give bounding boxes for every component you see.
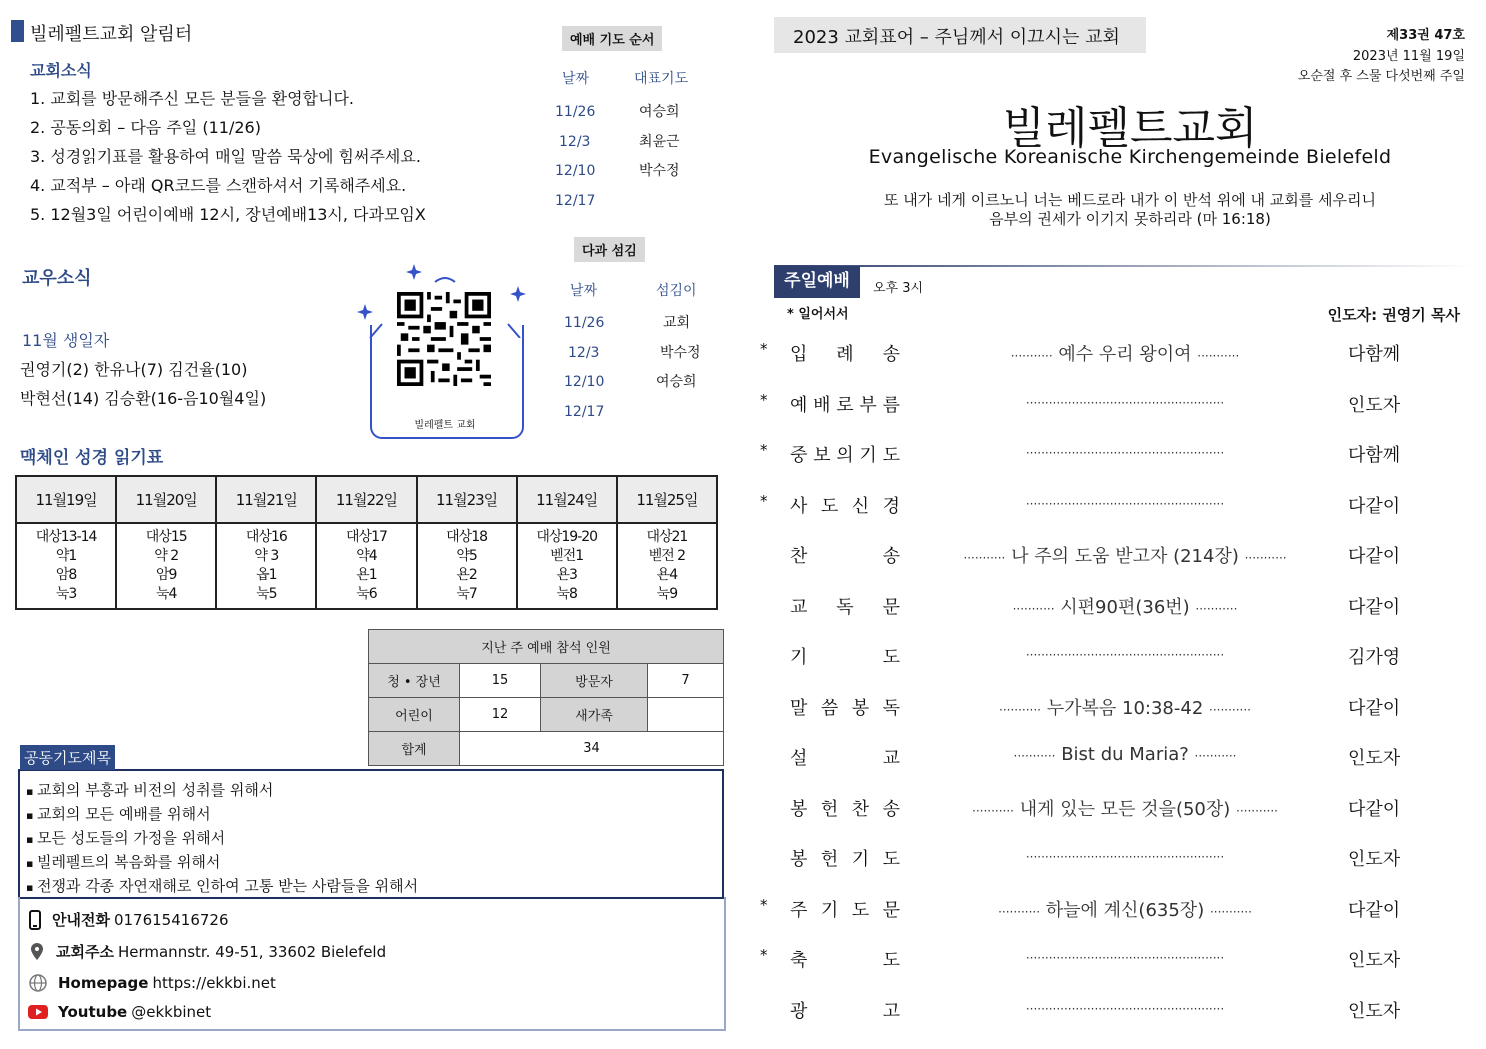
prayer-topic: ▪ 빌레펠트의 복음화를 위해서 [26, 851, 722, 875]
snack-col-date: 날짜 [570, 283, 598, 299]
order-detail: ···················································· [1025, 446, 1225, 460]
news-item: 2. 공동의회 – 다음 주일 (11/26) [30, 118, 261, 137]
bible-cell: 대상16 약 3 옵1 눅5 [216, 523, 316, 609]
member-news-title: 교우소식 [22, 268, 92, 289]
bible-day: 11월23일 [417, 476, 517, 523]
prayer-person: 박수정 [639, 163, 680, 179]
contact-youtube: Youtube @ekkbinet [28, 1003, 211, 1021]
order-title: 예 배 로 부 름 [790, 394, 900, 416]
motto-banner [774, 17, 1146, 53]
order-row [760, 643, 1460, 673]
stand-marker: * [760, 895, 768, 914]
stand-note: * 일어서서 [787, 307, 849, 322]
order-row [760, 845, 1460, 875]
snack-person: 여승희 [656, 374, 697, 390]
birthday-title: 11월 생일자 [22, 331, 110, 350]
order-detail: ··········· 누가복음 10:38-42 ··········· [999, 697, 1251, 719]
prayer-topic: ▪ 모든 성도들의 가정을 위해서 [26, 827, 722, 851]
bible-cell: 대상15 약 2 암9 눅4 [116, 523, 216, 609]
order-person: 다함께 [1348, 445, 1401, 466]
prayer-topic: ▪ 전쟁과 각종 자연재해로 인하여 고통 받는 사람들을 위해서 [26, 875, 722, 899]
order-person: 인도자 [1348, 1000, 1401, 1022]
church-news-title: 교회소식 [30, 61, 92, 80]
snack-row [564, 398, 734, 428]
order-title: 주 기 도 문 [790, 899, 900, 921]
bible-cell: 대상13-14 약1 암8 눅3 [16, 523, 116, 609]
qr-code-icon[interactable] [397, 292, 491, 386]
verse-line: 또 내가 네게 이르노니 너는 베드로라 내가 이 반석 위에 내 교회를 세우리니 [884, 191, 1376, 209]
order-person: 인도자 [1348, 748, 1401, 769]
homepage-link[interactable]: https://ekkbi.net [152, 974, 276, 992]
order-person: 다같이 [1348, 697, 1401, 719]
attendance-total: 34 [460, 732, 724, 766]
prayer-order-rows [555, 98, 725, 216]
church-name-german: Evangelische Koreanische Kirchengemeinde Bielefeld [868, 146, 1392, 168]
order-row [760, 391, 1460, 421]
prayer-order-row [555, 187, 725, 217]
order-row [760, 997, 1460, 1027]
order-title: 사 도 신 경 [790, 495, 900, 517]
order-person: 인도자 [1348, 394, 1401, 416]
motto-text: 2023 교회표어 – 주님께서 이끄시는 교회 [793, 27, 1120, 48]
order-detail: ··········· 나 주의 도움 받고자 (214장) ··········· [963, 546, 1287, 567]
order-title: 설 교 [790, 748, 900, 769]
prayer-topics-title: 공동기도제목 [20, 745, 115, 770]
attendance-label: 어린이 [369, 698, 460, 732]
attendance-title: 지난 주 예배 참석 인원 [369, 630, 724, 664]
order-detail: ···················································· [1025, 951, 1225, 965]
attendance-value: 15 [460, 664, 541, 698]
attendance-label: 방문자 [541, 664, 648, 698]
order-person: 다같이 [1348, 596, 1401, 618]
snack-row [564, 309, 734, 339]
prayer-topic: ▪ 교회의 부흥과 비전의 성취를 위해서 [26, 779, 722, 803]
order-person: 김가영 [1348, 647, 1401, 668]
stand-marker: * [760, 441, 768, 459]
qr-caption: 빌레펠트 교회 [414, 420, 476, 431]
snack-date: 12/17 [564, 403, 605, 420]
snack-row [564, 368, 734, 398]
stand-marker: * [760, 946, 768, 964]
order-detail: ··········· 예수 우리 왕이여 ··········· [1010, 344, 1240, 365]
attendance-value: 7 [648, 664, 724, 698]
prayer-date: 12/17 [555, 192, 596, 209]
order-row [760, 492, 1460, 522]
verse-line: 음부의 권세가 이기지 못하리라 (마 16:18) [989, 210, 1271, 228]
attendance-label: 청 • 장년 [369, 664, 460, 698]
snack-title: 다과 섬김 [574, 237, 645, 262]
order-row [760, 946, 1460, 976]
prayer-order-col-date: 날짜 [562, 71, 590, 87]
snack-date: 11/26 [564, 315, 605, 331]
volume-number: 제33권 47호 [1386, 28, 1465, 43]
prayer-date: 11/26 [555, 104, 596, 120]
order-detail: ···················································· [1025, 496, 1225, 511]
order-person: 다같이 [1348, 899, 1401, 921]
service-divider [774, 265, 1474, 267]
header-bar [11, 20, 24, 42]
snack-row [564, 339, 734, 369]
bible-day: 11월19일 [16, 476, 116, 523]
order-row [760, 441, 1460, 471]
order-row [760, 542, 1460, 572]
phone-icon [28, 910, 42, 930]
prayer-order-title: 예배 기도 순서 [562, 26, 662, 51]
bible-day: 11월24일 [517, 476, 617, 523]
order-detail: ··········· 내게 있는 모든 것을(50장) ··········· [972, 798, 1278, 820]
bible-reading-title: 맥체인 성경 읽기표 [20, 448, 164, 468]
order-title: 봉 헌 기 도 [790, 849, 900, 870]
prayer-date: 12/3 [559, 133, 591, 150]
prayer-order-col-person: 대표기도 [634, 71, 689, 87]
contact-homepage: Homepage https://ekkbi.net [28, 973, 276, 993]
snack-date: 12/3 [568, 344, 600, 361]
order-row [760, 896, 1460, 926]
bible-reading-table [15, 475, 718, 610]
order-person: 다같이 [1348, 495, 1401, 517]
prayer-topics-box [18, 769, 724, 899]
order-detail: ···················································· [1025, 1001, 1225, 1016]
prayer-order-row [555, 98, 725, 128]
attendance-table [368, 629, 724, 766]
bible-day: 11월20일 [116, 476, 216, 523]
order-title: 축 도 [790, 950, 900, 971]
bible-cell: 대상21 벧전 2 욘4 눅9 [617, 523, 717, 609]
order-person: 다같이 [1348, 546, 1401, 567]
order-row [760, 694, 1460, 724]
birthday-line: 권영기(2) 한유나(7) 김건율(10) [20, 360, 248, 379]
snack-person: 박수정 [660, 344, 701, 361]
order-title: 봉 헌 찬 송 [790, 798, 900, 820]
snack-rows [564, 309, 734, 427]
attendance-label: 새가족 [541, 698, 648, 732]
liturgical-week: 오순절 후 스물 다섯번째 주일 [1297, 69, 1465, 84]
order-row [760, 340, 1460, 370]
attendance-value [648, 698, 724, 732]
prayer-order-row [555, 157, 725, 187]
order-row [760, 744, 1460, 774]
prayer-topic: ▪ 교회의 모든 예배를 위해서 [26, 803, 722, 827]
news-item: 5. 12월3일 어린이예배 12시, 장년예배13시, 다과모임X [30, 205, 426, 224]
bible-day: 11월21일 [216, 476, 316, 523]
bible-cell: 대상19-20 벧전1 욘3 눅8 [517, 523, 617, 609]
stand-marker: * [760, 491, 768, 510]
bible-day: 11월22일 [316, 476, 416, 523]
bulletin-date: 2023년 11월 19일 [1352, 49, 1465, 64]
order-person: 인도자 [1348, 849, 1401, 870]
snack-person: 교회 [663, 315, 691, 331]
birthday-line: 박현선(14) 김승환(16-음10월4일) [20, 389, 267, 408]
order-row [760, 593, 1460, 623]
snack-date: 12/10 [564, 374, 605, 390]
order-person: 다같이 [1348, 798, 1401, 820]
order-title: 교 독 문 [790, 596, 900, 618]
prayer-person: 최윤근 [639, 133, 680, 150]
order-detail: ···················································· [1025, 850, 1225, 864]
service-title: 주일예배 [774, 266, 860, 298]
snack-col-person: 섬김이 [656, 283, 697, 299]
order-detail: ··········· 시편90편(36번) ··········· [1012, 596, 1238, 618]
order-detail: ···················································· [1025, 395, 1225, 410]
stand-marker: * [760, 390, 768, 409]
contact-box [18, 897, 726, 1031]
order-title: 기 도 [790, 647, 900, 668]
bible-cell: 대상17 약4 욘1 눅6 [316, 523, 416, 609]
contact-phone: 안내전화 017615416726 [28, 909, 229, 930]
bible-header-row [16, 476, 717, 523]
service-time: 오후 3시 [873, 281, 924, 296]
order-person: 인도자 [1348, 950, 1401, 971]
news-item: 4. 교적부 – 아래 QR코드를 스캔하셔서 기록해주세요. [30, 176, 407, 195]
map-pin-icon [28, 942, 46, 962]
order-title: 입 례 송 [790, 344, 900, 365]
bible-readings-row [16, 523, 717, 609]
youtube-icon [28, 1004, 48, 1020]
order-title: 중 보 의 기 도 [790, 445, 900, 466]
prayer-date: 12/10 [555, 163, 596, 179]
order-person: 다함께 [1348, 344, 1401, 365]
order-detail: ···················································· [1025, 648, 1225, 662]
order-row [760, 795, 1460, 825]
stand-marker: * [760, 340, 768, 358]
prayer-order-row [555, 128, 725, 158]
attendance-value: 12 [460, 698, 541, 732]
news-item: 1. 교회를 방문해주신 모든 분들을 환영합니다. [30, 89, 354, 108]
order-title: 광 고 [790, 1000, 900, 1022]
order-detail: ··········· Bist du Maria? ··········· [1013, 744, 1237, 765]
church-name: 빌레펠트교회 [1002, 103, 1258, 154]
prayer-person: 여승희 [639, 104, 680, 120]
globe-icon [28, 973, 48, 993]
news-item: 3. 성경읽기표를 활용하여 매일 말씀 묵상에 힘써주세요. [30, 147, 421, 166]
order-title: 찬 송 [790, 546, 900, 567]
bible-day: 11월25일 [617, 476, 717, 523]
order-detail: ··········· 하늘에 계신(635장) ··········· [998, 899, 1252, 921]
attendance-label: 합계 [369, 732, 460, 766]
contact-address: 교회주소 Hermannstr. 49-51, 33602 Bielefeld [28, 941, 386, 962]
church-news-list [30, 84, 426, 229]
order-title: 말 씀 봉 독 [790, 697, 900, 719]
left-header-title: 빌레펠트교회 알림터 [30, 24, 193, 45]
youtube-link[interactable]: @ekkbinet [131, 1003, 212, 1021]
bible-cell: 대상18 약5 욘2 눅7 [417, 523, 517, 609]
service-leader: 인도자: 권영기 목사 [1327, 306, 1460, 324]
